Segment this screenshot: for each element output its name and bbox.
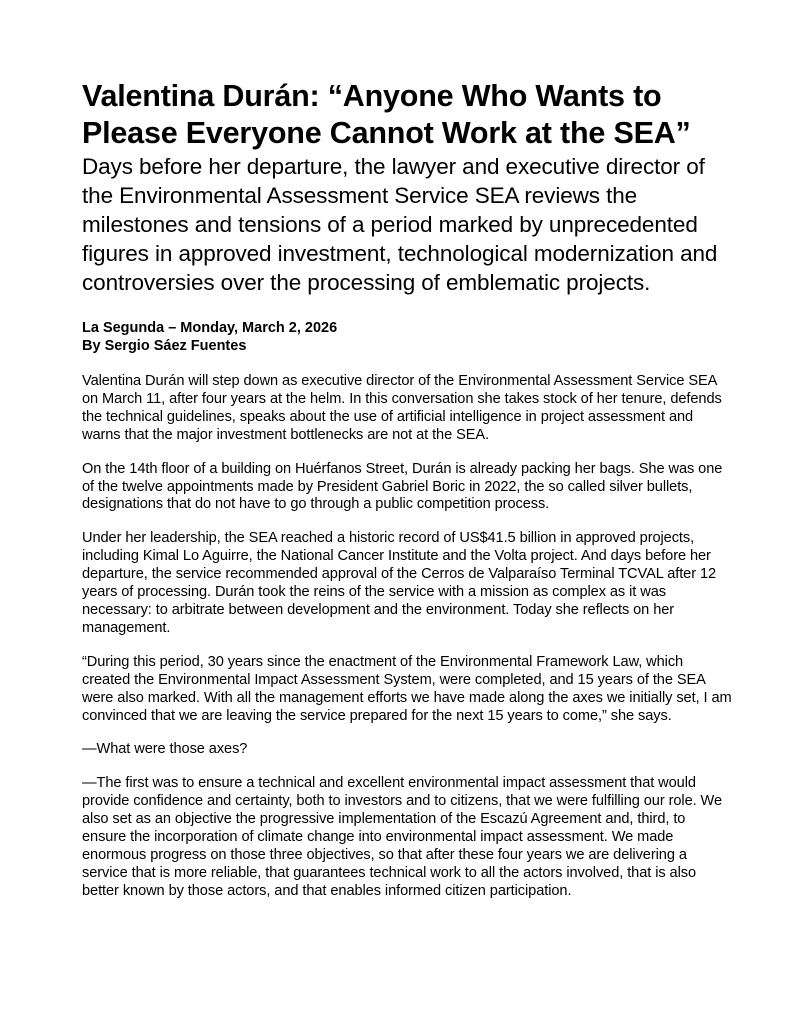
article-body (82, 373, 732, 901)
article (82, 78, 732, 917)
paragraph: Under her leadership, the SEA reached a historic record of US$41.5 billion in approved projects, including Kimal Lo Aguirre, the National Cancer Institute and the Volta project. And days before her departure, the service recommended approval of the Cerros de Valparaíso Terminal TCVAL after 12 years of processing. Durán took the reins of the service with a mission as complex as it was necessary: to arbitrate between development and the environment. Today she reflects on her management. (82, 530, 717, 636)
paragraph: On the 14th floor of a building on Huérfanos Street, Durán is already packing her bags. She was one of the twelve appointments made by President Gabriel Boric in 2022, the so called silver bullets, designations that do not have to go through a public competition process. (82, 460, 723, 513)
interview-question: —What were those axes? (82, 741, 248, 758)
source-date: La Segunda – Monday, March 2, 2026 (82, 320, 338, 336)
headline (82, 78, 732, 152)
byline (82, 319, 732, 355)
paragraph: Valentina Durán will step down as executive director of the Environmental Assessment Service SEA on March 11, after four years at the helm. In this conversation she takes stock of her tenure, defends the technical guidelines, speaks about the use of artificial intelligence in project assessment and warns that the major investment bottlenecks are not at the SEA. (82, 373, 722, 443)
subheadline: Days before her departure, the lawyer and executive director of the Environmental Assessment Service SEA reviews the milestones and tensions of a period marked by unprecedented figures in approved investment, technological modernization and controversies over the processing of emblematic projects. (82, 154, 718, 295)
interview-answer: —The first was to ensure a technical and excellent environmental impact assessment that would provide confidence and certainty, both to investors and to citizens, that we were fulfilling our role. We also set as an objective the progressive implementation of the Escazú Agreement and, third, to ensure the incorporation of climate change into environmental impact assessment. We made enormous progress on those three objectives, so that after these four years we are delivering a service that is more reliable, that guarantees technical work to all the actors involved, that is also better known by those actors, and that enables informed citizen participation. (82, 775, 723, 899)
headline-line-1: Valentina Durán: “Anyone Who Wants to (82, 79, 662, 113)
author: By Sergio Sáez Fuentes (82, 338, 247, 354)
headline-line-2: Please Everyone Cannot Work at the SEA” (82, 116, 691, 150)
paragraph: “During this period, 30 years since the enactment of the Environmental Framework Law, which created the Environmental Impact Assessment System, were completed, and 15 years of the SEA were also marked. With all the management efforts we have made along the axes we initially set, I am convinced that we are leaving the service prepared for the next 15 years to come,” she says. (82, 653, 732, 724)
